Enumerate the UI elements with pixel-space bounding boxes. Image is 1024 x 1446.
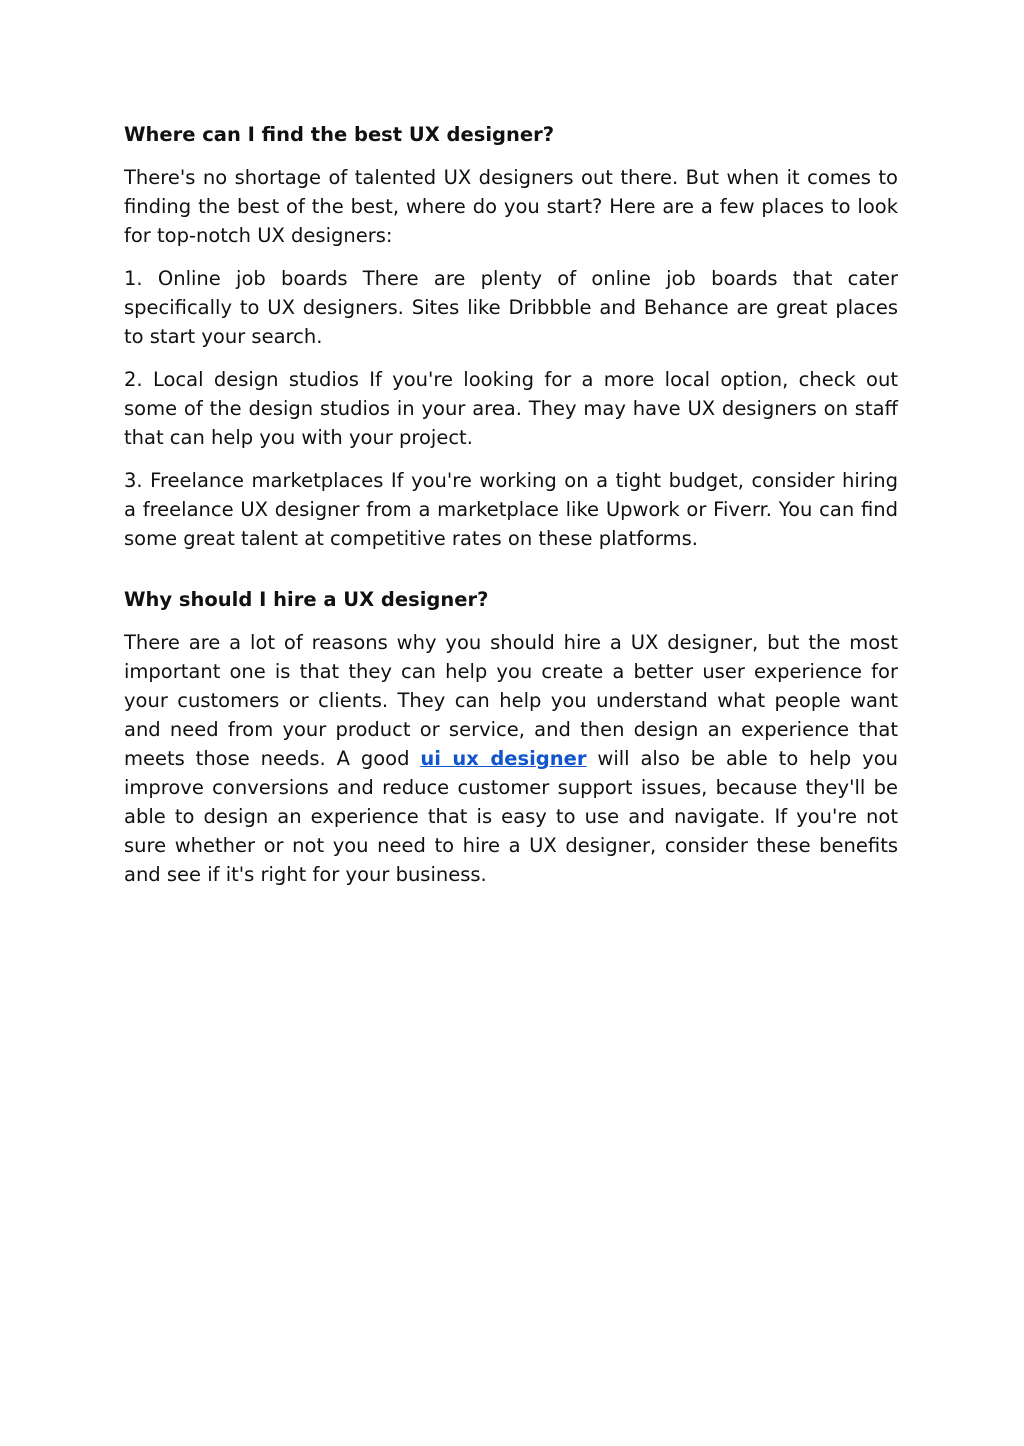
list-item-local-design-studios: 2. Local design studios If you're looking for a more local option, check out some of the design studios in your area. They may have UX designers on staff that can help you with your project.	[124, 368, 898, 449]
ui-ux-designer-link[interactable]: ui ux designer	[420, 747, 587, 770]
paragraph-text-before-link: There are a lot of reasons why you should hire a UX designer, but the most important one is that they can help you create a better user experience for your customers or clients. They can help you understand what people want and need from your product or service, and then design an experience that meets those needs. A good	[124, 631, 898, 770]
paragraph-text-after-link: will also be able to help you improve conversions and reduce customer support issues, because they'll be able to design an experience that is easy to use and navigate. If you're not sure whether or not you need to hire a UX designer, consider these benefits and see if it's right for your business.	[124, 747, 898, 886]
intro-paragraph: There's no shortage of talented UX designers out there. But when it comes to finding the best of the best, where do you start? Here are a few places to look for top-notch UX designers:	[124, 166, 898, 247]
section-heading-why-hire: Why should I hire a UX designer?	[124, 588, 489, 611]
section-heading-find-designer: Where can I find the best UX designer?	[124, 123, 555, 146]
list-item-online-job-boards: 1. Online job boards There are plenty of online job boards that cater specifically to UX designers. Sites like Dribbble and Behance are great places to start your search.	[124, 267, 898, 348]
section-spacer	[124, 567, 898, 585]
document-page	[124, 120, 898, 903]
why-hire-paragraph	[124, 628, 898, 889]
list-item-freelance-marketplaces: 3. Freelance marketplaces If you're working on a tight budget, consider hiring a freelance UX designer from a marketplace like Upwork or Fiverr. You can find some great talent at competitive rates on these platforms.	[124, 469, 898, 550]
